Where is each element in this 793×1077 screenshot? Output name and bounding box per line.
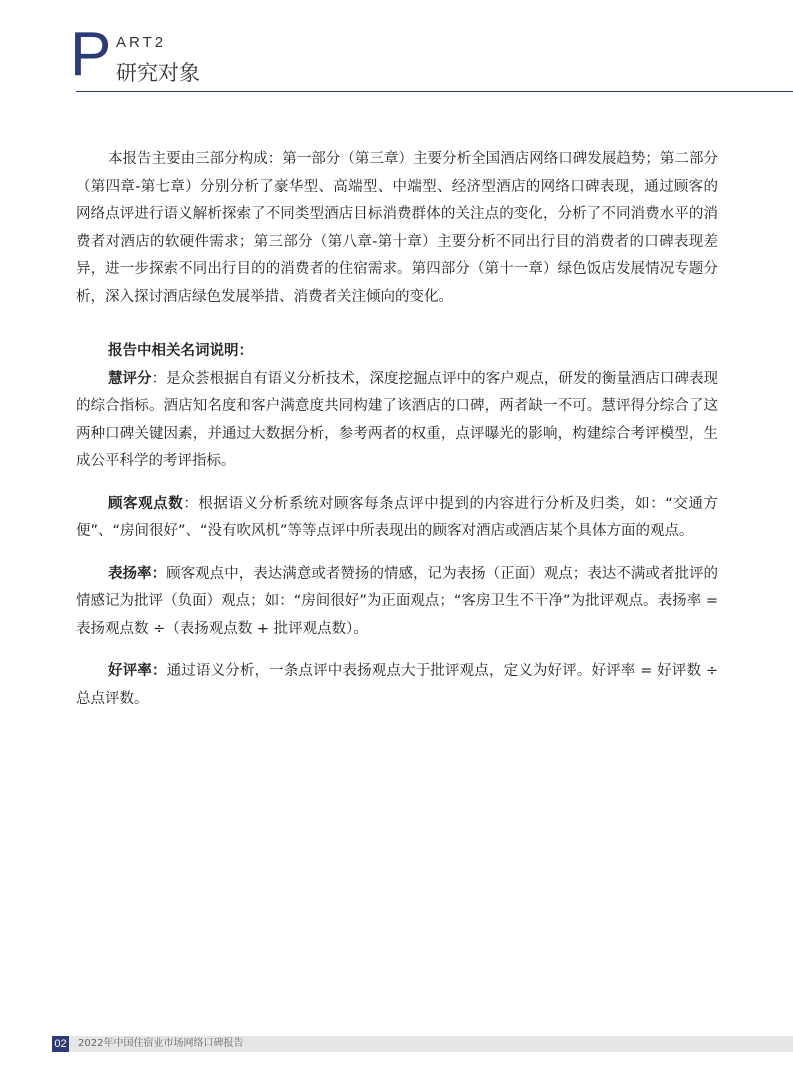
- footer-report-title: 2022年中国住宿业市场网络口碑报告: [78, 1038, 244, 1049]
- term-definition: ：是众荟根据自有语义分析技术，深度挖掘点评中的客户观点，研发的衡量酒店口碑表现的综合指标。酒店知名度和客户满意度共同构建了该酒店的口碑，两者缺一不可。慧评得分综合了这两种口碑关键因素，并通过大数据分析，参考两者的权重，点评曝光的影响，构建综合考评模型，生成公平科学的考评指标。: [76, 370, 719, 469]
- body-content: [76, 146, 718, 728]
- term-label: 表扬率：: [108, 565, 167, 582]
- term-definition: 通过语义分析，一条点评中表扬观点大于批评观点，定义为好评。好评率 = 好评数 ÷ 总点评数。: [76, 663, 719, 707]
- term-definition: 顾客观点中，表达满意或者赞扬的情感，记为表扬（正面）观点；表达不满或者批评的情感记为批评（负面）观点；如：“房间很好”为正面观点；“客房卫生不干净”为批评观点。表扬率 = 表扬观点数 ÷（表扬观点数 + 批评观点数）。: [76, 565, 719, 637]
- term-label: 好评率：: [108, 663, 167, 679]
- term-definition: ：根据语义分析系统对顾客每条点评中提到的内容进行分析及归类，如：“交通方便”、“房间很好”、“没有吹风机”等等点评中所表现出的顾客对酒店或酒店某个具体方面的观点。: [76, 495, 718, 539]
- term-label: 慧评分: [108, 370, 152, 387]
- footer-bar: [52, 1036, 793, 1052]
- glossary-term-hui-score: [76, 366, 718, 476]
- glossary-term-praise-rate: [76, 561, 718, 644]
- part-letter: P: [70, 20, 112, 89]
- glossary-heading: 报告中相关名词说明：: [108, 343, 253, 359]
- part-label: ART2: [116, 34, 167, 51]
- intro-paragraph: 本报告主要由三部分构成：第一部分（第三章）主要分析全国酒店网络口碑发展趋势；第二部分（第四章-第七章）分别分析了豪华型、高端型、中端型、经济型酒店的网络口碑表现，通过顾客的网络点评进行语义解析探索了不同类型酒店目标消费群体的关注点的变化，分析了不同消费水平的消费者对酒店的软硬件需求；第三部分（第八章-第十章）主要分析不同出行目的消费者的口碑表现差异，进一步探索不同出行目的的消费者的住宿需求。第四部分（第十一章）绿色饭店发展情况专题分析，深入探讨酒店绿色发展举措、消费者关注倾向的变化。: [76, 151, 718, 305]
- term-label: 顾客观点数: [108, 495, 184, 512]
- header-divider: [76, 91, 793, 92]
- glossary-term-positive-review-rate: [76, 658, 718, 713]
- glossary-term-customer-opinions: [76, 491, 718, 546]
- section-title: 研究对象: [116, 61, 200, 85]
- page-number: 02: [52, 1036, 69, 1052]
